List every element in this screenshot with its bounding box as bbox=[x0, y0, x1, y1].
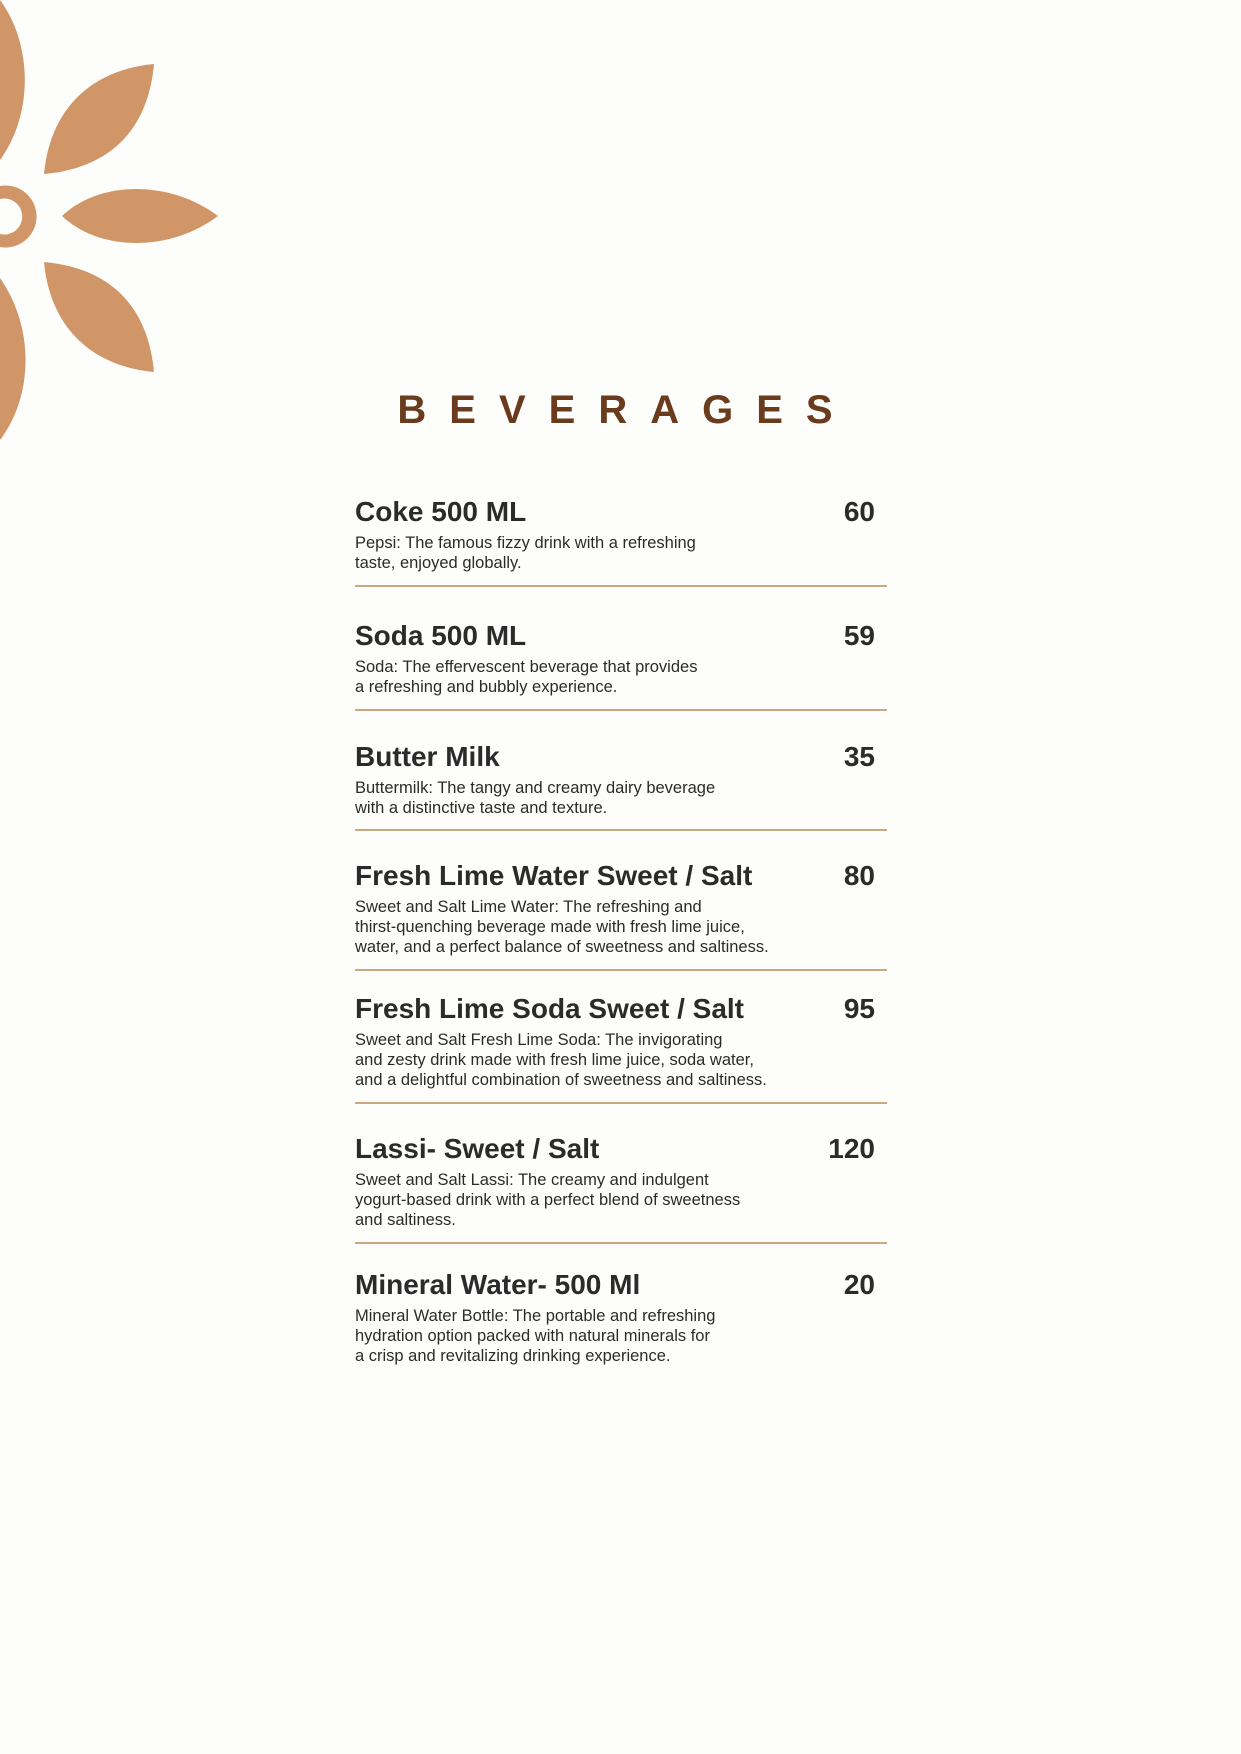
item-price: 35 bbox=[843, 741, 875, 772]
item-description: Sweet and Salt Fresh Lime Soda: The invigorating and zesty drink made with fresh lime juice, soda water, and a delightful combination of sweetness and saltiness. bbox=[355, 1031, 767, 1089]
item-price: 59 bbox=[843, 620, 875, 651]
menu-item bbox=[355, 711, 887, 829]
menu-item bbox=[355, 1104, 887, 1242]
item-name: Butter Milk bbox=[355, 741, 500, 772]
menu-item bbox=[355, 971, 887, 1102]
item-price: 120 bbox=[828, 1133, 875, 1164]
item-name: Fresh Lime Soda Sweet / Salt bbox=[355, 993, 745, 1024]
item-description: Mineral Water Bottle: The portable and refreshing hydration option packed with natural minerals for a crisp and revitalizing drinking experience. bbox=[355, 1307, 716, 1365]
menu-item bbox=[355, 831, 887, 969]
item-name: Coke 500 ML bbox=[355, 496, 527, 527]
item-name: Fresh Lime Water Sweet / Salt bbox=[355, 860, 753, 891]
flower-logo-icon bbox=[0, 0, 230, 440]
item-description: Pepsi: The famous fizzy drink with a refreshing taste, enjoyed globally. bbox=[355, 534, 696, 572]
item-name: Mineral Water- 500 Ml bbox=[355, 1269, 641, 1300]
item-price: 80 bbox=[843, 860, 875, 891]
menu-list bbox=[355, 495, 887, 1366]
item-price: 60 bbox=[843, 496, 875, 527]
item-description: Sweet and Salt Lime Water: The refreshing and thirst-quenching beverage made with fresh lime juice, water, and a perfect balance of sweetness and saltiness. bbox=[355, 898, 769, 956]
page-title: BEVERAGES bbox=[397, 388, 856, 432]
item-name: Lassi- Sweet / Salt bbox=[355, 1133, 600, 1164]
menu-item bbox=[355, 587, 887, 709]
menu-item bbox=[355, 495, 887, 585]
item-description: Buttermilk: The tangy and creamy dairy beverage with a distinctive taste and texture. bbox=[355, 779, 716, 817]
menu-item bbox=[355, 1244, 887, 1366]
item-name: Soda 500 ML bbox=[355, 620, 527, 651]
item-price: 95 bbox=[843, 993, 875, 1024]
item-description: Soda: The effervescent beverage that provides a refreshing and bubbly experience. bbox=[355, 658, 698, 696]
item-description: Sweet and Salt Lassi: The creamy and indulgent yogurt-based drink with a perfect blend of sweetness and saltiness. bbox=[355, 1171, 741, 1229]
item-price: 20 bbox=[843, 1269, 875, 1300]
